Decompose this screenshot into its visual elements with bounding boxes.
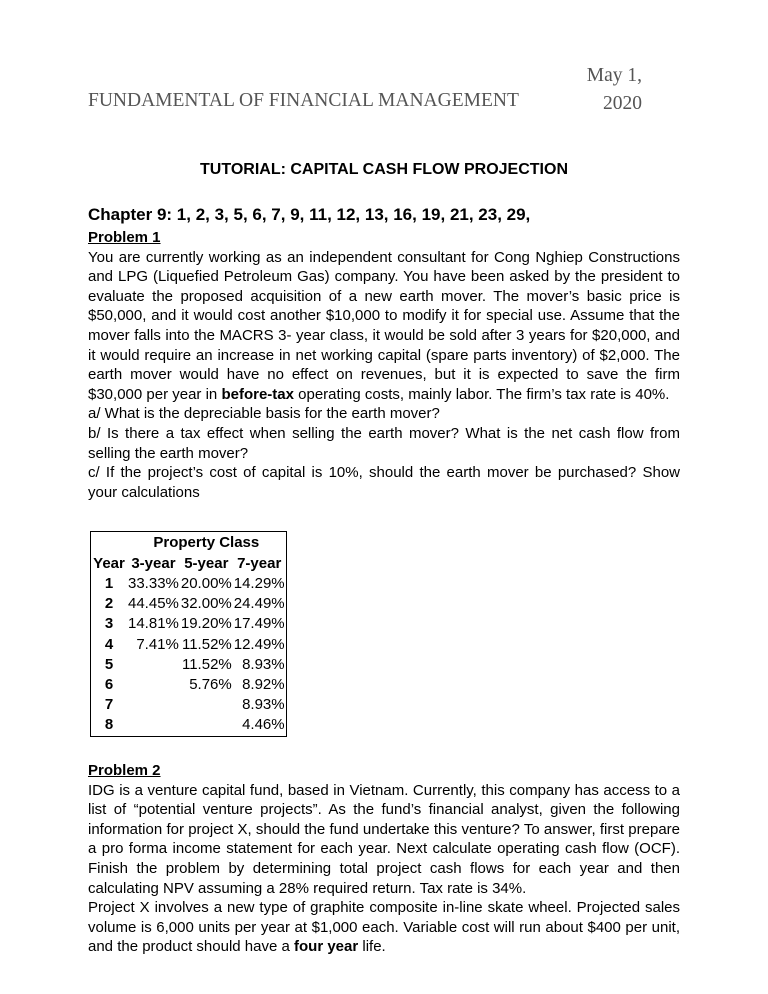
year-cell: 3 [104, 615, 114, 633]
text: operating costs, mainly labor. The firm’s tax rate is 40%. [293, 385, 670, 403]
date-line-2: 2020 [603, 93, 642, 114]
table-row [91, 635, 287, 655]
text: Project X involves a new type of graphite composite in-line skate wheel. Projected sales volume is 6,000 units per year at $1,000 each. Variable cost will run about $400 per unit, and the product should have a [88, 899, 680, 956]
rate-cell [180, 695, 233, 715]
col-header: Year [93, 555, 125, 572]
rate-cell: 12.49% [233, 635, 285, 653]
rate-cell: 19.20% [180, 615, 232, 633]
bold-text: before-tax [221, 385, 294, 403]
rate-cell: 24.49% [233, 595, 285, 613]
rate-cell [127, 675, 180, 695]
table-row [91, 675, 287, 695]
year-cell: 7 [104, 696, 114, 714]
rate-cell: 32.00% [180, 595, 232, 613]
question-b: b/ Is there a tax effect when selling the earth mover? What is the net cash flow from selling the earth mover? [88, 424, 680, 462]
macrs-table [90, 531, 287, 737]
rate-cell: 33.33% [128, 575, 179, 593]
table-row [91, 574, 287, 594]
table-row [91, 695, 287, 715]
rate-cell: 8.93% [242, 655, 285, 673]
rate-cell: 14.81% [128, 615, 179, 633]
question-a: a/ What is the depreciable basis for the earth mover? [88, 405, 440, 423]
rate-cell [180, 715, 233, 736]
year-cell: 5 [104, 655, 114, 673]
table-row [91, 655, 287, 675]
group-header: Property Class [153, 534, 260, 551]
rate-cell [127, 655, 180, 675]
chapter-line: Chapter 9: 1, 2, 3, 5, 6, 7, 9, 11, 12, 13, 16, 19, 21, 23, 29, [88, 205, 531, 224]
problem-1 [88, 228, 680, 502]
rate-cell: 14.29% [233, 575, 285, 593]
rate-cell: 7.41% [136, 635, 179, 653]
rate-cell: 4.46% [242, 716, 285, 734]
date-header [560, 62, 642, 118]
year-cell: 2 [104, 595, 114, 613]
year-cell: 6 [104, 676, 114, 694]
table-row [91, 715, 287, 736]
text: You are currently working as an independent consultant for Cong Nghiep Constructions and LPG (Liquefied Petroleum Gas) company. You have been asked by the president to evaluate the proposed acquisition of a new earth mover. The mover’s basic price is $50,000, and it would cost another $10,000 to modify it for special use. Assume that the mover falls into the MACRS 3- year class, it would be sold after 3 years for $20,000, and it would require an increase in net working capital (spare parts inventory) of $2,000. The earth mover would have no effect on revenues, but it is expected to save the firm $30,000 per year in [88, 248, 680, 403]
text: life. [358, 938, 386, 956]
rate-cell: 8.93% [242, 696, 285, 714]
rate-cell: 11.52% [181, 635, 232, 653]
col-header: 7-year [237, 555, 282, 572]
problem-1-text [88, 248, 680, 405]
rate-cell: 20.00% [180, 575, 232, 593]
rate-cell: 17.49% [233, 615, 285, 633]
problem-2 [88, 761, 680, 957]
course-header: FUNDAMENTAL OF FINANCIAL MANAGEMENT [88, 90, 519, 111]
rate-cell: 5.76% [189, 676, 232, 694]
date-line-1: May 1, [586, 65, 642, 86]
rate-cell [127, 695, 180, 715]
bold-text: four year [294, 938, 359, 956]
table-row [91, 594, 287, 614]
problem-2-text-2 [88, 898, 680, 957]
rate-cell: 8.92% [242, 676, 285, 694]
col-header: 3-year [131, 555, 176, 572]
page-title: TUTORIAL: CAPITAL CASH FLOW PROJECTION [200, 161, 568, 178]
rate-cell [127, 715, 180, 736]
rate-cell: 44.45% [128, 595, 179, 613]
col-header: 5-year [184, 555, 229, 572]
rate-cell: 11.52% [181, 655, 232, 673]
problem-1-heading: Problem 1 [88, 229, 161, 246]
table-row [91, 614, 287, 634]
problem-2-text: IDG is a venture capital fund, based in Vietnam. Currently, this company has access to a list of “potential venture projects”. As the fund’s financial analyst, given the following information for project X, should the fund undertake this venture? To answer, first prepare a pro forma income statement for each year. Next calculate operating cash flow (OCF). Finish the problem by determining total project cash flows for each year and then calculating NPV assuming a 28% required return. Tax rate is 34%. [88, 781, 680, 897]
year-cell: 1 [104, 575, 114, 593]
question-c: c/ If the project’s cost of capital is 10%, should the earth mover be purchased? Show your calculations [88, 464, 680, 501]
year-cell: 4 [104, 635, 114, 653]
problem-2-heading: Problem 2 [88, 762, 161, 779]
year-cell: 8 [104, 716, 114, 734]
